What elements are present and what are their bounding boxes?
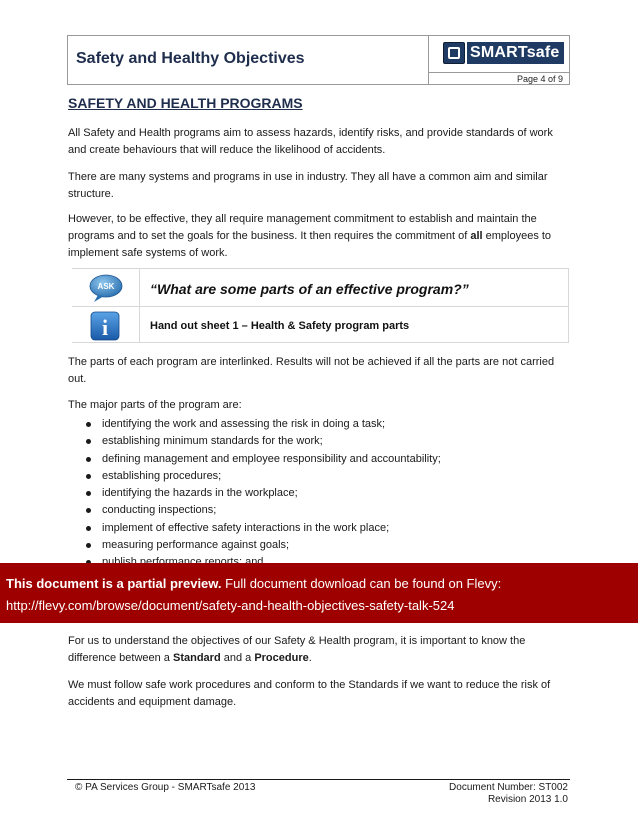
banner-lead: This document is a partial preview. [6,576,222,591]
table-divider [139,269,140,343]
page-number: Page 4 of 9 [516,74,563,84]
section-title: SAFETY AND HEALTH PROGRAMS [68,95,303,111]
footer-rule [67,779,570,780]
text-run: . [308,652,312,664]
text-run: However, to be effective, they all require management commitment to establish and maintain the programs and to set the goals for the business. It then requires the commitment of [68,213,537,242]
header-divider [428,36,429,84]
discussion-question: “What are some parts of an effective program?” [150,281,469,297]
info-icon-label: i [101,315,109,340]
list-item: establishing procedures; [86,468,441,485]
document-title: Safety and Healthy Objectives [76,50,305,67]
paragraph-commitment [68,211,568,262]
list-item: defining management and employee responsibility and accountability; [86,451,441,468]
discussion-box [72,268,569,343]
table-divider [72,306,569,307]
list-item: identifying the hazards in the workplace; [86,485,441,502]
list-item: implement of effective safety interactions in the work place; [86,520,441,537]
text-run-bold: Standard [172,652,221,664]
program-parts-list [86,416,441,572]
paragraph-intro: All Safety and Health programs aim to assess hazards, identify risks, and provide standards of work and create behaviours that will reduce the likelihood of accidents. [68,127,553,156]
footer-copyright: © PA Services Group - SMARTsafe 2013 [75,782,256,793]
list-item: conducting inspections; [86,502,441,519]
logo-s-icon [443,42,465,64]
paragraph-interlinked: The parts of each program are interlinked. Results will not be achieved if all the parts are not carried out. [68,356,555,385]
flevy-download-link[interactable]: http://flevy.com/browse/document/safety-and-health-objectives-safety-talk-524 [6,598,455,613]
info-icon [90,311,120,341]
footer-document-info [449,782,568,806]
list-item: measuring performance against goals; [86,537,441,554]
ask-icon-label: ASK [97,282,115,291]
text-run-bold: all [470,230,483,242]
revision: Revision 2013 1.0 [487,794,568,805]
handout-reference: Hand out sheet 1 – Health & Safety program parts [150,320,410,332]
header-divider [428,72,570,73]
paragraph-systems: There are many systems and programs in use in industry. They all have a common aim and similar structure. [68,171,548,200]
list-item: identifying the work and assessing the risk in doing a task; [86,416,441,433]
text-run: employees to implement safe systems of work. [68,230,552,259]
smartsafe-logo [443,41,564,65]
text-run: For us to understand the objectives of our Safety & Health program, it is important to know the difference between a [68,635,526,664]
table-divider [568,269,569,343]
paragraph-follow-procedures: We must follow safe work procedures and conform to the Standards if we want to reduce the risk of accidents and equipment damage. [68,679,551,708]
paragraph-major-parts: The major parts of the program are: [68,399,242,411]
document-number: Document Number: ST002 [449,782,568,793]
paragraph-standard-procedure [68,633,568,667]
logo-text: SMARTsafe [467,42,564,64]
list-item: establishing minimum standards for the work; [86,433,441,450]
text-run: and a [220,652,255,664]
banner-message [6,576,501,591]
banner-text: Full document download can be found on Flevy: [221,576,502,591]
page-header [67,35,570,85]
ask-speech-bubble-icon [88,273,124,303]
text-run-bold: Procedure [254,652,309,664]
partial-preview-banner [0,563,638,623]
